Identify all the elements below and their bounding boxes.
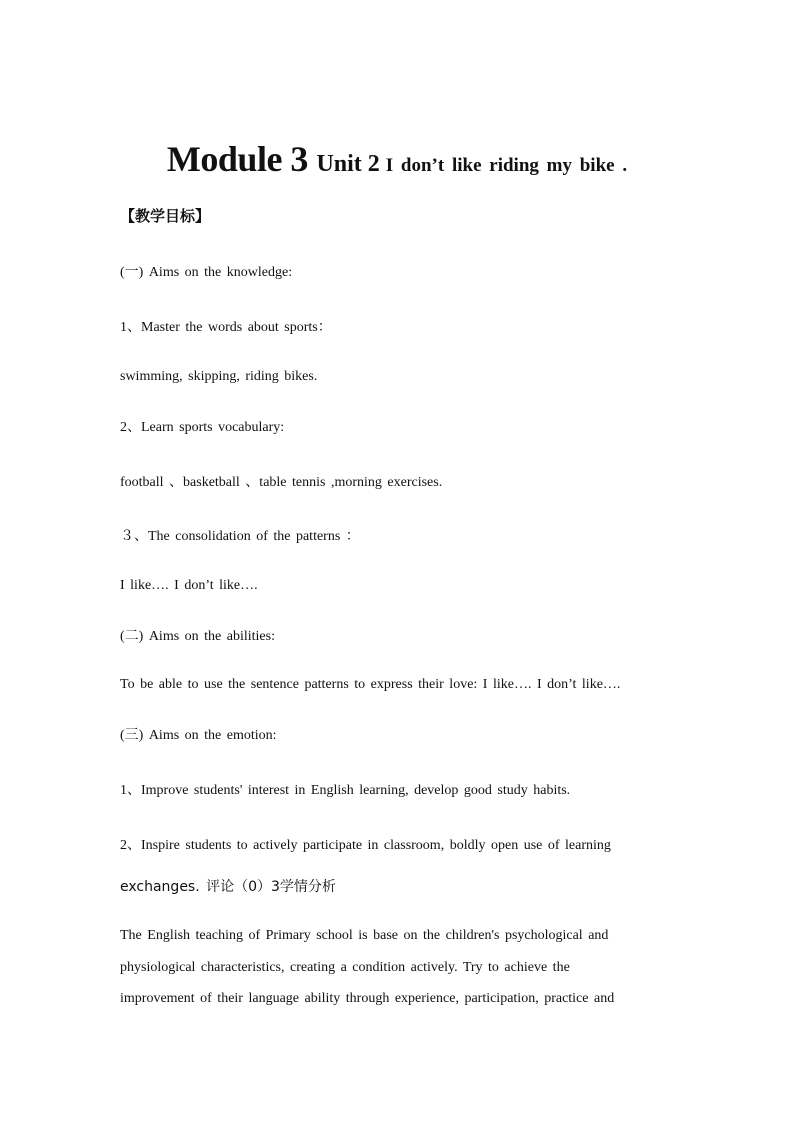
text-line-sports-words: swimming, skipping, riding bikes. [120,369,318,384]
text-line-learn-vocabulary: 2、Learn sports vocabulary: [120,420,285,435]
page-title [0,138,794,180]
text-line-aims-emotion: (三) Aims on the emotion: [120,728,277,743]
text-line-vocabulary-list: football 、basketball 、table tennis ,morning exercises. [120,475,443,490]
section-heading-teaching-goals: 【教学目标】 [120,207,211,225]
text-line-exchanges: exchanges. 评论（0）3学情分析 [120,879,336,895]
title-module: Module 3 [166,139,317,179]
text-line-improve-interest: 1、Improve students' interest in English learning, develop good study habits. [120,783,571,798]
text-line-paragraph-1: The English teaching of Primary school is base on the children's psychological and [120,928,609,943]
text-line-consolidation: ３、The consolidation of the patterns ： [120,529,360,544]
text-line-paragraph-3: improvement of their language ability through experience, participation, practice and [120,991,615,1006]
text-line-master-words: 1、Master the words about sports： [120,320,332,335]
text-line-paragraph-2: physiological characteristics, creating a condition actively. Try to achieve the [120,960,570,975]
text-line-inspire-students: 2、Inspire students to actively participate in classroom, boldly open use of learning [120,838,611,853]
title-lesson: I don’t like riding my bike . [385,155,628,176]
text-line-aims-abilities: (二) Aims on the abilities: [120,629,275,644]
text-line-patterns: I like…. I don’t like…. [120,578,258,593]
title-unit: Unit 2 [316,151,386,177]
text-line-express-love: To be able to use the sentence patterns to express their love: I like…. I don’t like…. [120,677,621,692]
text-line-aims-knowledge: (一) Aims on the knowledge: [120,265,293,280]
